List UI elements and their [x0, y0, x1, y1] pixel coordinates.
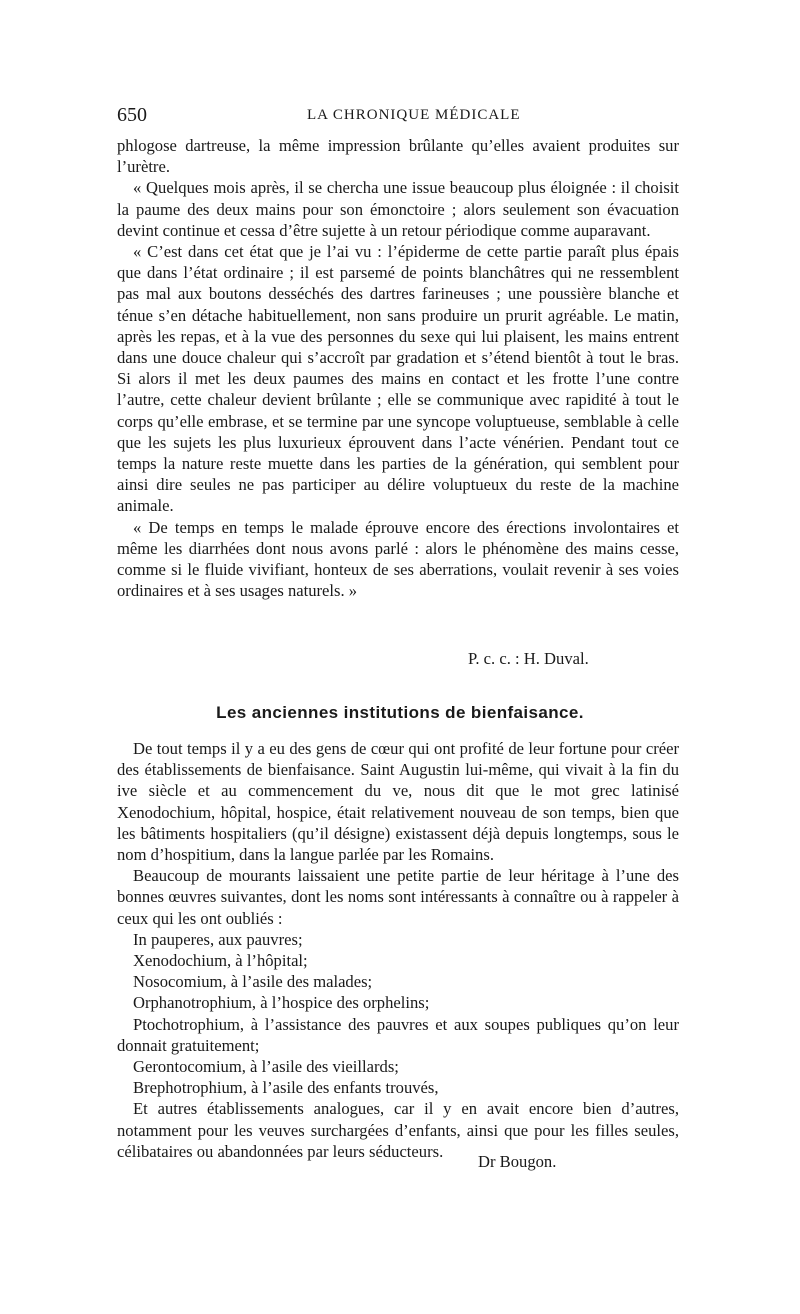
article-body [117, 738, 679, 1162]
paragraph: Et autres établissements analogues, car il y en avait encore bien d’autres, notamment pour les veuves surchargées d’enfants, ainsi que pour les filles seules, célibataires ou abandonnées par leurs séducteurs. [117, 1099, 679, 1161]
paragraph: Beaucoup de mourants laissaient une petite partie de leur héritage à l’une des bonnes œuvres suivantes, dont les noms sont intéressants à connaître ou à rappeler à ceux qui les ont oubliés : [117, 866, 679, 928]
page-header [117, 104, 683, 128]
signature-duval: P. c. c. : H. Duval. [468, 649, 589, 668]
paragraph: « Quelques mois après, il se chercha une issue beaucoup plus éloignée : il choisit la paume des deux mains pour son émonctoire ; alors seulement son évacuation devint continue et cessa d’être sujette à un retour périodique comme auparavant. [117, 178, 679, 240]
quoted-text-block [117, 135, 679, 601]
paragraph: De tout temps il y a eu des gens de cœur qui ont profité de leur fortune pour créer des établissements de bienfaisance. Saint Augustin lui-même, qui vivait à la fin du ive siècle et au commencement du ve, nous dit que le mot grec latinisé Xenodochium, hôpital, hospice, était relativement nouveau de son temps, bien que les bâtiments hospitaliers (qu’il désigne) existassent déjà depuis longtemps, sous le nom d’hospitium, dans la langue parlée par les Romains. [117, 739, 679, 865]
list-item: Ptochotrophium, à l’assistance des pauvres et aux soupes publiques qu’on leur donnait gratuitement; [117, 1014, 679, 1055]
list-item: Brephotrophium, à l’asile des enfants trouvés, [133, 1078, 439, 1098]
list-item: In pauperes, aux pauvres; [133, 929, 303, 949]
article-title: Les anciennes institutions de bienfaisance. [216, 703, 584, 722]
paragraph: phlogose dartreuse, la même impression brûlante qu’elles avaient produites sur l’urètre. [117, 136, 679, 177]
list-item: Nosocomium, à l’asile des malades; [133, 972, 373, 992]
paragraph: « C’est dans cet état que je l’ai vu : l’épiderme de cette partie paraît plus épais que dans l’état ordinaire ; il est parsemé de points blanchâtres qui ne ressemblent pas mal aux boutons desséchés des dartres farineuses ; une poussière blanche et ténue s’en détache habituellement, non sans produire un prurit agréable. Le matin, après les repas, et à la vue des personnes du sexe qui lui plaisent, les mains entrent dans une douce chaleur qui s’accroît par gradation et s’étend bientôt à tout le bras. Si alors il met les deux paumes des mains en contact et les frotte l’une contre l’autre, cette chaleur devient brûlante ; elle se communique avec rapidité à tout le corps qu’elle embrase, et se termine par une syncope voluptueuse, semblable à celle que les sujets les plus luxurieux éprouvent dans l’acte vénérien. Pendant tout ce temps la nature reste muette dans les parties de la génération, qui semblent pour ainsi dire seules ne pas participer au délire voluptueux du reste de la machine animale. [117, 242, 679, 516]
paragraph: « De temps en temps le malade éprouve encore des érections involontaires et même les diarrhées dont nous avons parlé : alors le phénomène des mains cesse, comme si le fluide vivifiant, honteux de ses aberrations, voulait revenir à ses voies ordinaires et à ses usages naturels. » [117, 517, 679, 601]
list-item: Orphanotrophium, à l’hospice des orphelins; [133, 993, 430, 1013]
list-item: Gerontocomium, à l’asile des vieillards; [133, 1057, 399, 1077]
signature-bougon: Dr Bougon. [478, 1152, 557, 1171]
running-title: LA CHRONIQUE MÉDICALE [307, 107, 521, 123]
page-number: 650 [117, 104, 147, 126]
list-item: Xenodochium, à l’hôpital; [133, 951, 308, 971]
